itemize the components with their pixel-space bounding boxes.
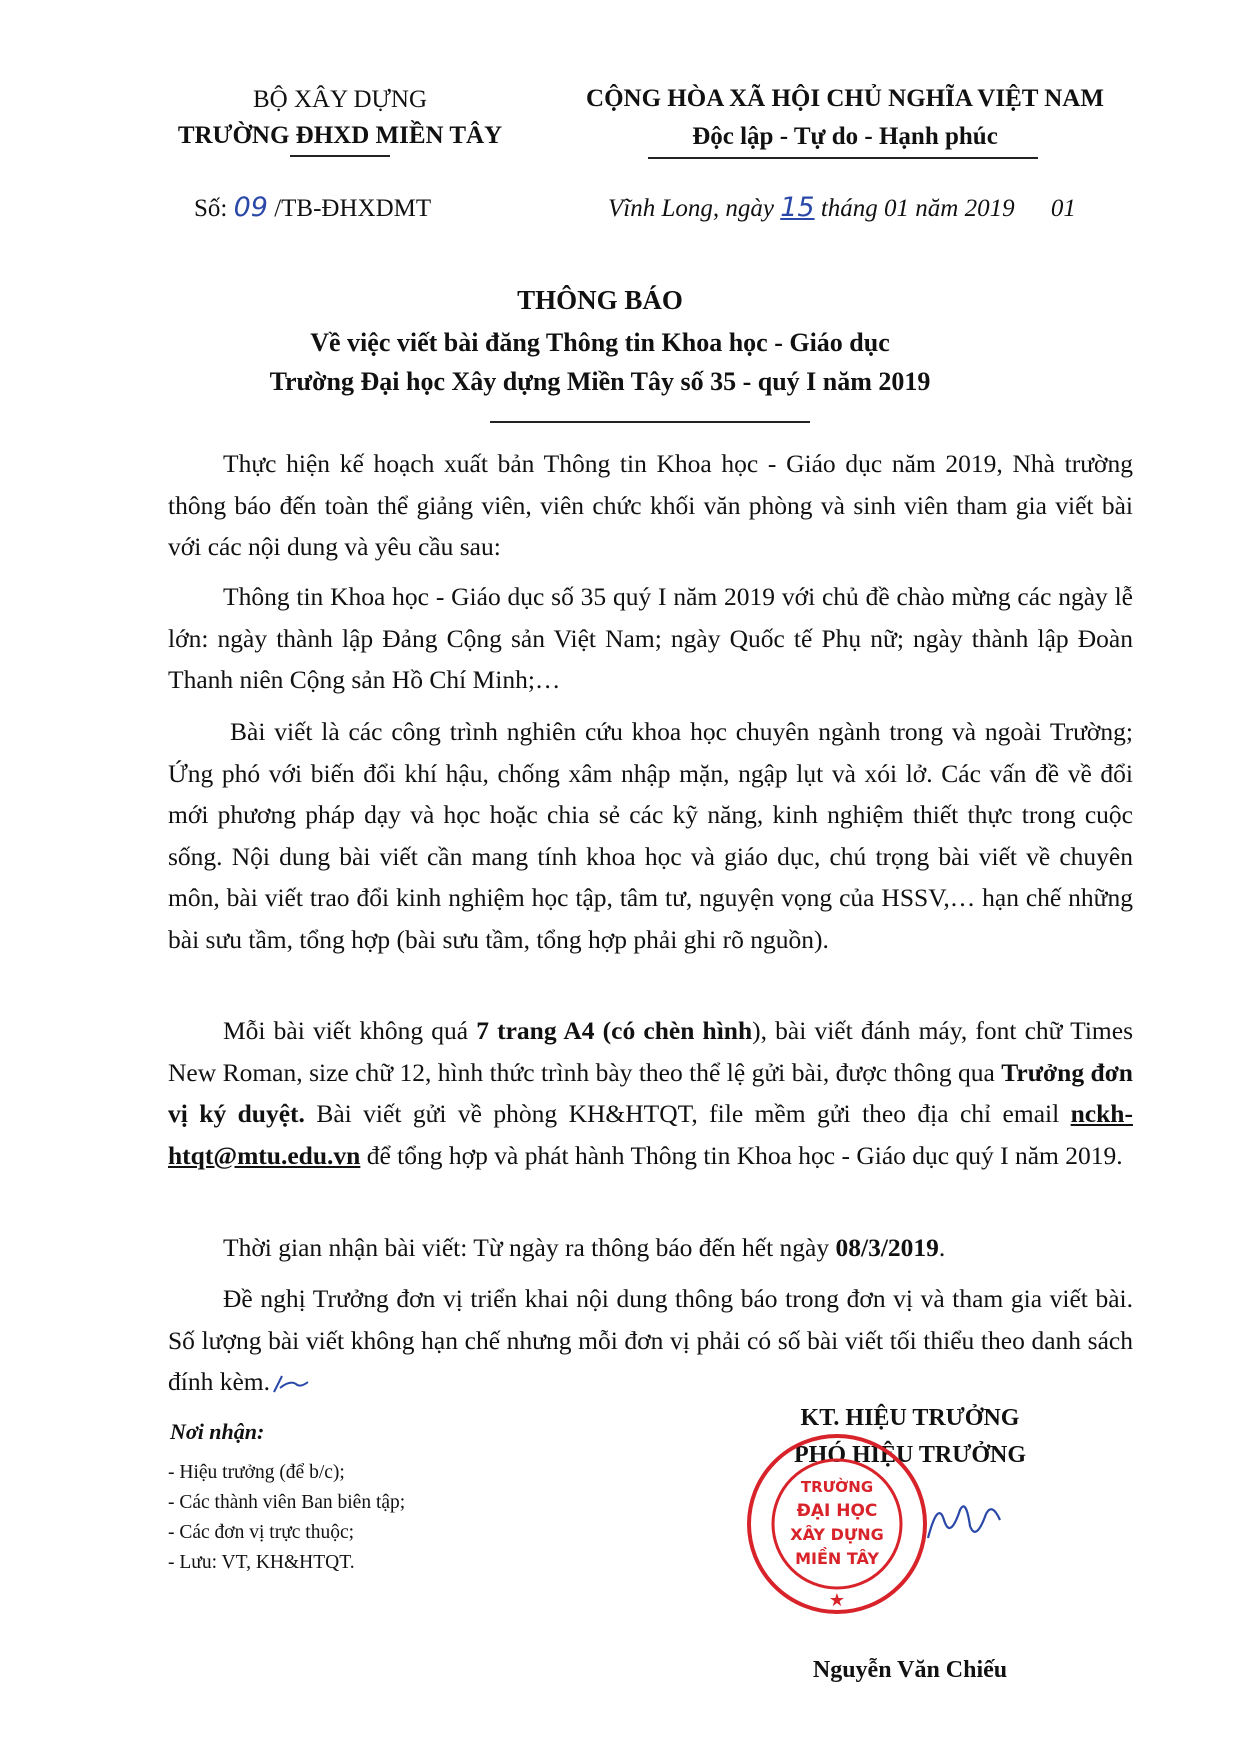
recipients-list (168, 1458, 405, 1578)
paragraph-theme: Thông tin Khoa học - Giáo dục số 35 quý I năm 2019 với chủ đề chào mừng các ngày lễ lớn: ngày thành lập Đảng Cộng sản Việt Nam; ngày Quốc tế Phụ nữ; ngày thành lập Đoàn Thanh niên Cộng sản Hồ Chí Minh;… (168, 582, 1133, 694)
signer-title: KT. HIỆU TRƯỞNG (800, 1405, 1020, 1431)
header-left-underline (290, 155, 390, 157)
handwritten-initial-icon (270, 1370, 312, 1394)
list-item: - Các thành viên Ban biên tập; (168, 1492, 406, 1513)
svg-text:ĐẠI HỌC: ĐẠI HỌC (796, 1501, 878, 1521)
title-underline (490, 421, 810, 423)
list-item: - Lưu: VT, KH&HTQT. (168, 1552, 355, 1573)
issuing-authority (130, 82, 550, 154)
list-item: - Hiệu trưởng (để b/c); (168, 1462, 345, 1483)
handwritten-day: 15 (780, 192, 815, 223)
ministry-name: BỘ XÂY DỰNG (252, 86, 428, 113)
paragraph-content: Bài viết là các công trình nghiên cứu khoa học chuyên ngành trong và ngoài Trường; Ứng phó với biến đổi khí hậu, chống xâm nhập mặn, ngập lụt và xói lở. Các vấn đề về đổi mới phương pháp dạy và học hoặc chia sẻ các kỹ năng, kinh nghiệm thiết thực trong cuộc sống. Nội dung bài viết cần mang tính khoa học và giáo dục, chú trọng bài viết về chuyên môn, bài viết trao đổi kinh nghiệm học tập, tâm tư, nguyện vọng của HSSV,… hạn chế những bài sưu tầm, tổng hợp (bài sưu tầm, tổng hợp phải ghi rõ nguồn). (168, 717, 1133, 954)
paragraph-deadline: Thời gian nhận bài viết: Từ ngày ra thông báo đến hết ngày 08/3/2019. (223, 1233, 946, 1262)
school-name: TRƯỜNG ĐHXD MIỀN TÂY (177, 122, 503, 149)
svg-text:MIỀN TÂY: MIỀN TÂY (795, 1549, 879, 1568)
school-seal-icon (743, 1430, 931, 1618)
document-number: Số: 09 /TB-ĐHXDMT (194, 192, 432, 223)
motto-underline (648, 157, 1038, 159)
email-link[interactable]: nckh-htqt@mtu.edu.vn (168, 1099, 1133, 1170)
notice-subject-line2: Trường Đại học Xây dựng Miền Tây số 35 - quý I năm 2019 (269, 367, 931, 396)
svg-text:TRƯỜNG: TRƯỜNG (800, 1478, 874, 1496)
svg-text:★: ★ (828, 1590, 846, 1611)
paragraph-requirements: Mỗi bài viết không quá 7 trang A4 (có chèn hình), bài viết đánh máy, font chữ Times New Roman, size chữ 12, hình thức trình bày theo thể lệ gửi bài, được thông qua Trưởng đơn vị ký duyệt. Bài viết gửi về phòng KH&HTQT, file mềm gửi theo địa chỉ email nckh-htqt@mtu.edu.vn để tổng hợp và phát hành Thông tin Khoa học - Giáo dục quý I năm 2019. (168, 1016, 1133, 1170)
issue-date: Vĩnh Long, ngày 15 tháng 01 năm 2019 01 (608, 192, 1076, 223)
handwritten-number: 09 (233, 192, 268, 223)
nation-name: CỘNG HÒA XÃ HỘI CHỦ NGHĨA VIỆT NAM (586, 85, 1104, 112)
recipients-title: Nơi nhận: (170, 1419, 265, 1444)
national-heading (535, 80, 1155, 156)
list-item: - Các đơn vị trực thuộc; (168, 1522, 355, 1543)
signer-position: PHÓ HIỆU TRƯỞNG (793, 1442, 1027, 1468)
notice-title: THÔNG BÁO (517, 285, 683, 315)
signer-name: Nguyễn Văn Chiếu (812, 1657, 1008, 1683)
paragraph-request: Đề nghị Trưởng đơn vị triển khai nội dung thông báo trong đơn vị và tham gia viết bài. Số lượng bài viết không hạn chế nhưng mỗi đơn vị phải có số bài viết tối thiểu theo danh sách đính kèm. (168, 1284, 1133, 1396)
paragraph-intro: Thực hiện kế hoạch xuất bản Thông tin Khoa học - Giáo dục năm 2019, Nhà trường thông báo đến toàn thể giảng viên, viên chức khối văn phòng và sinh viên tham gia viết bài với các nội dung và yêu cầu sau: (168, 449, 1133, 561)
svg-text:XÂY DỰNG: XÂY DỰNG (790, 1525, 884, 1544)
national-motto: Độc lập - Tự do - Hạnh phúc (692, 123, 998, 150)
notice-subject-line1: Về việc viết bài đăng Thông tin Khoa học - Giáo dục (310, 328, 890, 357)
signature-icon (920, 1490, 1010, 1550)
